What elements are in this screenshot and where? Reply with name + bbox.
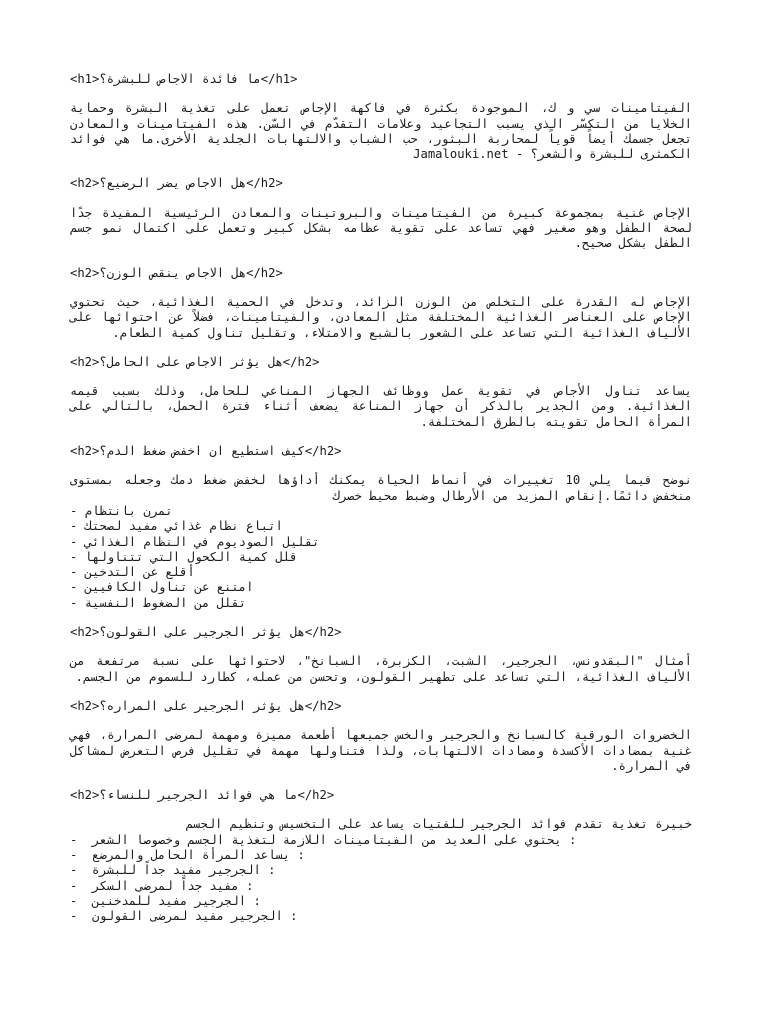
bullet-list	[70, 504, 692, 611]
section-paragraph: الإجاص غنية بمجموعة كبيرة من الفيتامينات والبروتينات والمعادن الرئيسية المفيدة جدًا لصحة الطفل وهو صغير فهي تساعد على تقوية عظامه بشكل كبير وتعمل على اكتمال نمو جسم الطفل بشكل صحيح.	[70, 205, 692, 251]
document-page	[70, 72, 692, 924]
list-item: - اتباع نظام غذائي مفيد لصحتك	[70, 519, 283, 534]
list-item: - امتنع عن تناول الكافيين	[70, 580, 254, 595]
section-heading: <h2>كيف استطيع ان اخفض ضغط الدم؟</h2>	[70, 444, 342, 459]
list-item: - يحتوي على العديد من الفيتامينات اللازمة لتغذية الجسم وخصوصا الشعر :	[70, 832, 577, 847]
list-item: - يساعد المرأة الحامل والمرضع :	[70, 847, 305, 862]
section-paragraph: أمثال "البقدونس، الجرجير، الشبت، الكزبرة، السبانخ"، لاحتوائها على نسبة مرتفعة من الألياف الغذائية، التي تساعد على تطهير القولون، وتحسن من عمله، كطارد للسموم من الجسم.	[70, 654, 692, 684]
section-heading: <h2>ما هي فوائد الجرجير للنساء؟</h2>	[70, 788, 335, 803]
section-heading: <h2>هل يؤثر الاجاص على الحامل؟</h2>	[70, 354, 320, 369]
list-item: - مفيد جداً لمرضى السكر :	[70, 878, 254, 893]
list-item: - الجرجير مفيد لمرضى القولون :	[70, 909, 298, 924]
section-paragraph: الخضروات الورقية كالسبانخ والجرجير والخس جميعها أطعمة مميزة ومهمة لمرضى المرارة، فهي غنية بمضادات الأكسدة ومضادات الالتهابات، ولذا فتناولها مهمة في تقليل فرص التعرض لمشاكل في المرارة.	[70, 728, 692, 773]
bullet-list	[70, 833, 692, 925]
list-item: - أقلع عن التدخين	[70, 565, 195, 580]
list-item: - تمرن بانتظام	[70, 503, 173, 518]
section-heading: <h1>ما فائدة الاجاص للبشرة؟</h1>	[70, 72, 298, 86]
list-item: - تقليل الصوديوم في النظام الغذائي	[70, 534, 320, 549]
list-item: - الجرجير مفيد للمدخنين :	[70, 893, 261, 908]
list-item: - تقلل من الضغوط النفسية	[70, 595, 247, 610]
section-paragraph: الإجاص له القدرة على التخلص من الوزن الزائد، وتدخل في الحمية الغذائية، حيث تحتوي الإجاص على العناصر الغذائية المختلفة مثل المعادن، والفيتامينات، فضلاً عن احتوائها على الألياف الغذائية التي تساعد على الشعور بالشبع والامتلاء، وتقليل تناول كمية الطعام.	[70, 294, 692, 340]
list-item: - الجرجير مفيد جداً للبشرة :	[70, 863, 276, 878]
section-heading: <h2>هل يؤثر الجرجير على المراره؟</h2>	[70, 698, 342, 713]
section-heading: <h2>هل الاجاص يضر الرضيع؟</h2>	[70, 176, 283, 191]
section-heading: <h2>هل الاجاص ينقص الوزن؟</h2>	[70, 265, 283, 280]
section-paragraph: نوضح فيما يلي 10 تغييرات في أنماط الحياة يمكنك أداؤها لخفض ضغط دمك وجعله بمستوى منخفض دائمًا.إنقاص المزيد من الأرطال وضبط محيط خصرك	[70, 473, 692, 503]
section-heading: <h2>هل يؤثر الجرجير على القولون؟</h2>	[70, 625, 342, 640]
section-paragraph: الفيتامينات سي و ك، الموجودة بكثرة في فاكهة الإجاص تعمل على تغذية البشرة وحماية الخلايا من التكسّر الذي يسبب التجاعيد وعلامات التقدّم في السّن. هذه الفيتامينات والمعادن تجعل جسمك أيضاً قوياً لمحاربة البثور، حب الشباب والالتهابات الجلدية الأخرى.ما هي فوائد الكمثرى للبشرة والشعر؟ - Jamalouki.net	[70, 101, 692, 162]
section-paragraph: خبيرة تغذية تقدم فوائد الجرجير للفتيات يساعد على التخسيس وتنظيم الجسم	[185, 817, 692, 832]
list-item: - قلل كمية الكحول التي تتناولها	[70, 549, 298, 564]
section-paragraph: يساعد تناول الأجاص في تقوية عمل ووظائف الجهاز المناعي للحامل، وذلك بسبب قيمه الغذائية. ومن الجدير بالذكر أن جهاز المناعة يضعف أثناء فترة الحمل، بالتالي على المرأة الحامل تقويته بالطرق المختلفة.	[70, 384, 692, 429]
